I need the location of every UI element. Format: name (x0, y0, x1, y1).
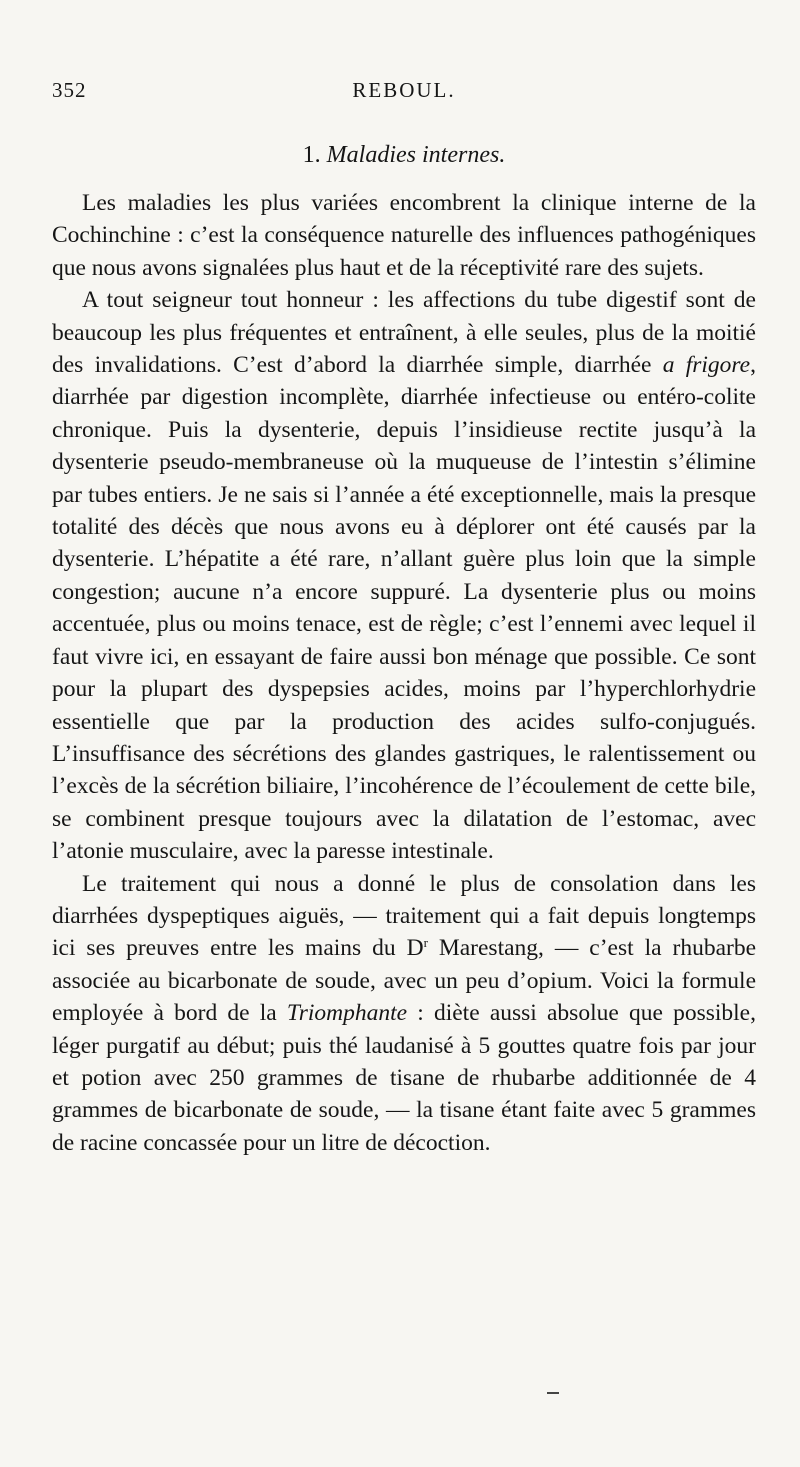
section-heading (52, 142, 756, 169)
body-text (52, 187, 756, 1159)
paragraph-3-text-c: : diète aussi absolue que possible, léger purgatif au début; puis thé laudanisé à 5 gouttes quatre fois par jour et potion avec 250 grammes de tisane de rhubarbe additionnée de 4 grammes de bicarbonate de soude, — la tisane étant faite avec 5 grammes de racine concassée pour un litre de décoction. (52, 1000, 756, 1156)
paragraph-2 (52, 284, 756, 867)
book-page (52, 78, 756, 1159)
paragraph-2-text-a: A tout seigneur tout honneur : les affections du tube digestif sont de beaucoup les plus fréquentes et entraînent, à elle seules, plus de la moitié des invalidations. C’est d’abord la diarrhée simple, diarrhée (52, 287, 756, 379)
paragraph-3-text-a: Le traitement qui nous a donné le plus de consolation dans les diarrhées dyspeptiques aiguës, — traitement qui a fait depuis longtemps ici ses preuves entre les mains du D (52, 870, 756, 962)
paragraph-3 (52, 868, 756, 1160)
section-title: Maladies internes. (326, 142, 506, 168)
section-number: 1. (302, 142, 321, 168)
paragraph-3-text-b: Marestang, — c’est la rhubarbe associée au bicarbonate de soude, avec un peu d’opium. Voici la formule employée à bord de la (52, 935, 757, 1027)
ship-name: Triomphante (286, 1000, 408, 1027)
page-number: 352 (52, 78, 87, 102)
running-header (52, 78, 756, 108)
footer-dash-mark (547, 1392, 559, 1394)
paragraph-1: Les maladies les plus variées encombrent la clinique interne de la Cochinchine : c’est la conséquence naturelle des influences pathogéniques que nous avons signalées plus haut et de la réceptivité rare des sujets. (52, 190, 756, 281)
doctor-superscript: r (423, 935, 428, 951)
author-header: REBOUL. (352, 78, 456, 102)
paragraph-2-text-c: , diarrhée par digestion incomplète, diarrhée infectieuse ou entéro-colite chronique. Puis la dysenterie, depuis l’insidieuse rectite jusqu’à la dysenterie pseudo-membraneuse où la muqueuse de l’intestin s’élimine par tubes entiers. Je ne sais si l’année a été exceptionnelle, mais la presque totalité des décès que nous avons eu à déplorer ont été causés par la dysenterie. L’hépatite a été rare, n’allant guère plus loin que la simple congestion; aucune n’a encore suppuré. La dysenterie plus ou moins accentuée, plus ou moins tenace, est de règle; c’est l’ennemi avec lequel il faut vivre ici, en essayant de faire aussi bon ménage que possible. Ce sont pour la plupart des dyspepsies acides, moins par l’hyperchlorhydrie essentielle que par la production des acides sulfo-conjugués. L’insuffisance des sécrétions des glandes gastriques, le ralentissement ou l’excès de la sécrétion biliaire, l’incohérence de l’écoulement de cette bile, se combinent presque toujours avec la dilatation de l’estomac, avec l’atonie musculaire, avec la paresse intestinale. (52, 352, 756, 865)
italic-a-frigore: a frigore (662, 352, 751, 379)
